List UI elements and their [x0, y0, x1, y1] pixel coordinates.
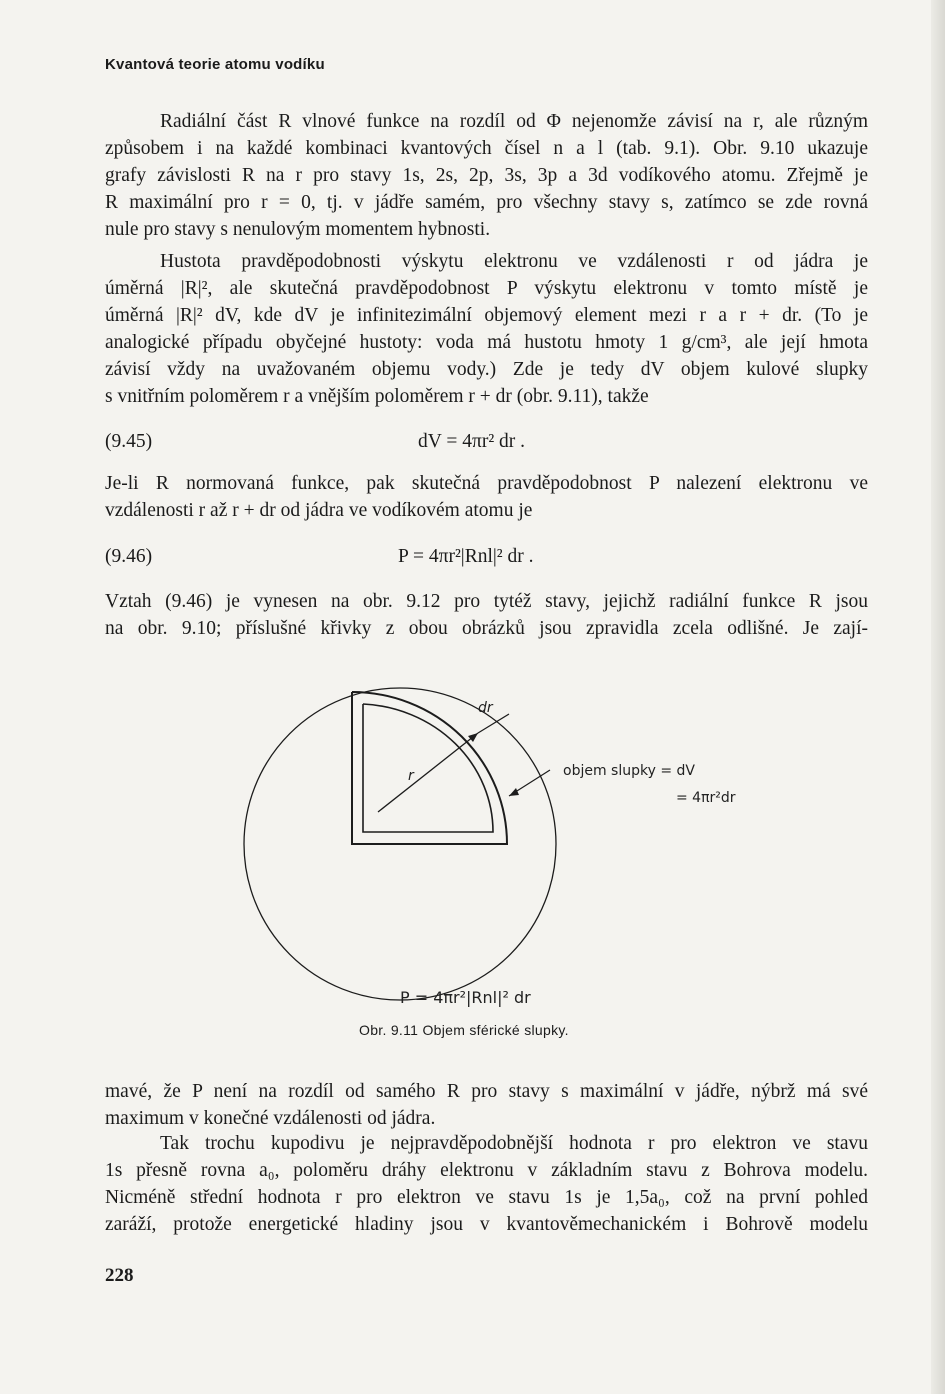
radius-arrowhead: [468, 733, 478, 742]
label-objem-slupky: objem slupky = dV: [563, 763, 695, 779]
paragraph-line: zaráží, protože energetické hladiny jsou v kvantověmechanickém i Bohrově modelu: [105, 1214, 868, 1235]
equation-9-45: dV = 4πr² dr .: [418, 431, 526, 452]
label-volume-formula: = 4πr²dr: [676, 790, 736, 806]
page-number: 228: [105, 1265, 134, 1286]
radius-line: [378, 733, 478, 812]
paragraph-line: 1s přesně rovna a₀, poloměru dráhy elektronu v základním stavu z Bohrova modelu.: [105, 1160, 868, 1181]
paragraph-line: úměrná |R|², ale skutečná pravděpodobnost P výskytu elektronu v tomto místě je: [105, 278, 868, 299]
paragraph-line: způsobem i na každé kombinaci kvantových čísel n a l (tab. 9.1). Obr. 9.10 ukazuje: [105, 138, 868, 159]
label-probability-formula: P = 4πr²|Rnl|² dr: [400, 988, 531, 1007]
label-r: r: [408, 768, 414, 784]
paragraph-line: Je-li R normovaná funkce, pak skutečná pravděpodobnost P nalezení elektronu ve: [105, 473, 868, 494]
paragraph-line: Tak trochu kupodivu je nejpravděpodobnější hodnota r pro elektron ve stavu: [160, 1133, 868, 1154]
figure-caption: Obr. 9.11 Objem sférické slupky.: [359, 1022, 569, 1038]
paragraph-line: vzdálenosti r až r + dr od jádra ve vodíkovém atomu je: [105, 500, 533, 521]
equation-number: (9.46): [105, 546, 153, 567]
equation-9-46: P = 4πr²|Rnl|² dr .: [398, 546, 534, 567]
paragraph-line: nule pro stavy s nenulovým momentem hybnosti.: [105, 219, 491, 240]
paragraph-line: Nicméně střední hodnota r pro elektron ve stavu 1s je 1,5a₀, což na první pohled: [105, 1187, 868, 1208]
label-dr: dr: [478, 700, 493, 716]
paragraph-line: na obr. 9.10; příslušné křivky z obou obrázků jsou zpravidla zcela odlišné. Je zají-: [105, 618, 868, 639]
dr-leader-line: [478, 714, 509, 733]
paragraph-line: R maximální pro r = 0, tj. v jádře samém, pro všechny stavy s, zatímco se zde rovná: [105, 192, 868, 213]
shell-arrowhead: [509, 788, 519, 796]
equation-number: (9.45): [105, 431, 153, 452]
paragraph-line: mavé, že P není na rozdíl od samého R pro stavy s maximální v jádře, nýbrž má své: [105, 1081, 868, 1102]
paragraph-line: Hustota pravděpodobnosti výskytu elektronu ve vzdálenosti r od jádra je: [160, 251, 868, 272]
paragraph-line: úměrná |R|² dV, kde dV je infinitezimální objemový element mezi r a r + dr. (To je: [105, 305, 868, 326]
shell-inner-edge: [363, 704, 493, 832]
paragraph-line: Radiální část R vlnové funkce na rozdíl od Φ nejenomže závisí na r, ale různým: [160, 111, 868, 132]
running-header: Kvantová teorie atomu vodíku: [105, 56, 325, 73]
paragraph-line: s vnitřním poloměrem r a vnějším poloměrem r + dr (obr. 9.11), takže: [105, 386, 649, 407]
paragraph-line: závisí vždy na uvažovaném objemu vody.) Zde je tedy dV objem kulové slupky: [105, 359, 868, 380]
paragraph-line: analogické případu obyčejné hustoty: voda má hustotu hmoty 1 g/cm³, ale její hmota: [105, 332, 868, 353]
paragraph-line: Vztah (9.46) je vynesen na obr. 9.12 pro tytéž stavy, jejichž radiální funkce R jsou: [105, 591, 868, 612]
paragraph-line: maximum v konečné vzdálenosti od jádra.: [105, 1108, 436, 1129]
paragraph-line: grafy závislosti R na r pro stavy 1s, 2s, 2p, 3s, 3p a 3d vodíkového atomu. Zřejmě je: [105, 165, 868, 186]
